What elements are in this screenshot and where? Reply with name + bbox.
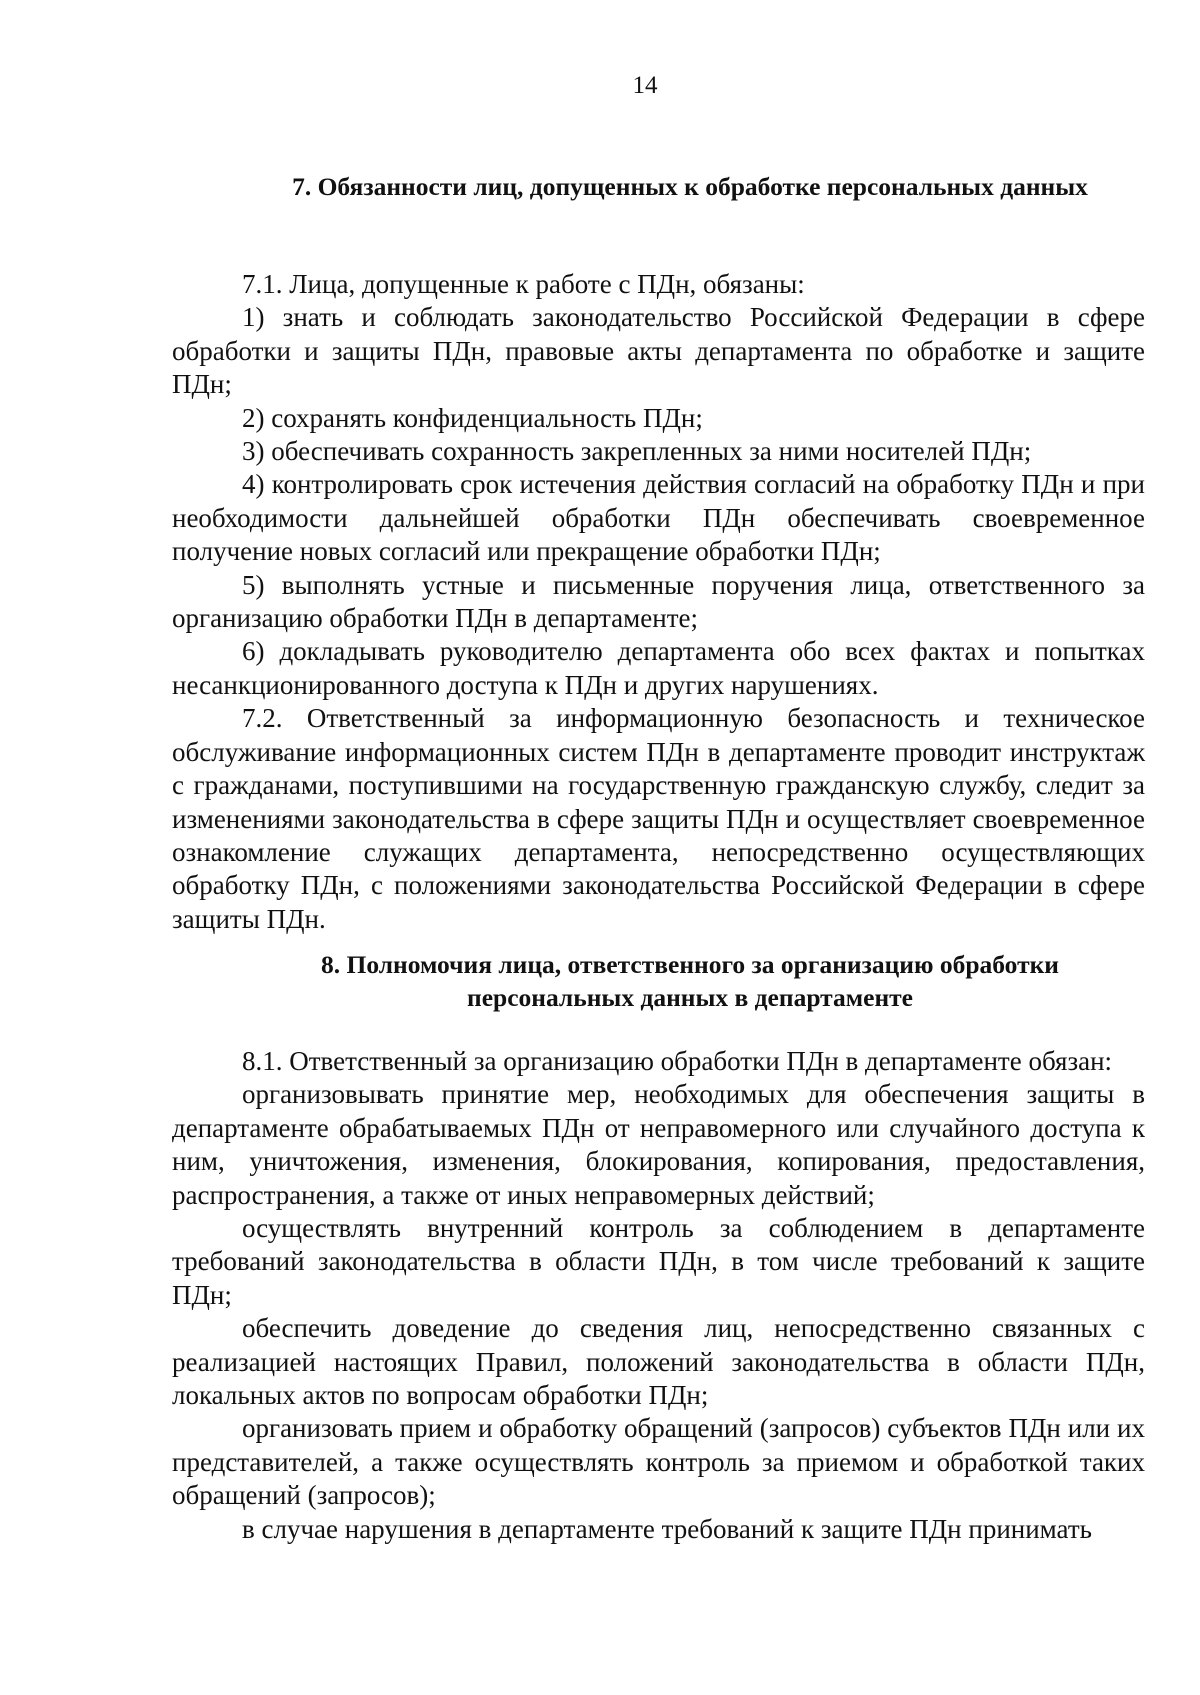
section-8-body [172, 1045, 1145, 1546]
list-item-1: 1) знать и соблюдать законодательство Российской Федерации в сфере обработки и защиты ПДн, правовые акты департамента по обработке и защите ПДн; [172, 302, 1145, 400]
duty-item-3: обеспечить доведение до сведения лиц, непосредственно связанных с реализацией настоящих Правил, положений законодательства в области ПДн, локальных актов по вопросам обработки ПДн; [172, 1313, 1145, 1411]
section-7-heading: 7. Обязанности лиц, допущенных к обработке персональных данных [292, 172, 1088, 201]
paragraph-7-2: 7.2. Ответственный за информационную безопасность и техническое обслуживание информационных систем ПДн в департаменте проводит инструктаж с гражданами, поступившими на государственную гражданскую службу, следит за изменениями законодательства в сфере защиты ПДн и осуществляет своевременное ознакомление служащих департамента, непосредственно осуществляющих обработку ПДн, с положениями законодательства Российской Федерации в сфере защиты ПДн. [172, 703, 1145, 934]
paragraph-7-1: 7.1. Лица, допущенные к работе с ПДн, обязаны: [242, 269, 805, 299]
list-item-3: 3) обеспечивать сохранность закрепленных за ними носителей ПДн; [242, 436, 1032, 467]
duty-item-2: осуществлять внутренний контроль за соблюдением в департаменте требований законодательства в области ПДн, в том числе требований к защите ПДн; [172, 1213, 1145, 1310]
duty-item-1: организовывать принятие мер, необходимых для обеспечения защиты в департаменте обрабатываемых ПДн от неправомерного или случайного доступа к ним, уничтожения, изменения, блокирования, копирования, предоставления, распространения, а также от иных неправомерных действий; [172, 1079, 1145, 1210]
paragraph-8-1: 8.1. Ответственный за организацию обработки ПДн в департаменте обязан: [242, 1046, 1113, 1076]
list-item-2: 2) сохранять конфиденциальность ПДн; [242, 402, 703, 433]
list-item-6: 6) докладывать руководителю департамента обо всех фактах и попытках несанкционированного доступа к ПДн и других нарушениях. [172, 636, 1145, 700]
section-8-heading: 8. Полномочия лица, ответственного за организацию обработки персональных данных в департаменте [320, 950, 1059, 1012]
duty-item-5: в случае нарушения в департаменте требований к защите ПДн принимать [242, 1513, 1092, 1544]
duty-item-4: организовать прием и обработку обращений (запросов) субъектов ПДн или их представителей, а также осуществлять контроль за приемом и обработкой таких обращений (запросов); [172, 1413, 1145, 1511]
list-item-5: 5) выполнять устные и письменные поручения лица, ответственного за организацию обработки ПДн в департаменте; [172, 569, 1145, 634]
page-number: 14 [632, 72, 658, 99]
list-item-4: 4) контролировать срок истечения действия согласий на обработку ПДн и при необходимости дальнейшей обработки ПДн обеспечивать своевременное получение новых согласий или прекращение обработки ПДн; [172, 469, 1145, 567]
section-7-body [172, 268, 1145, 936]
